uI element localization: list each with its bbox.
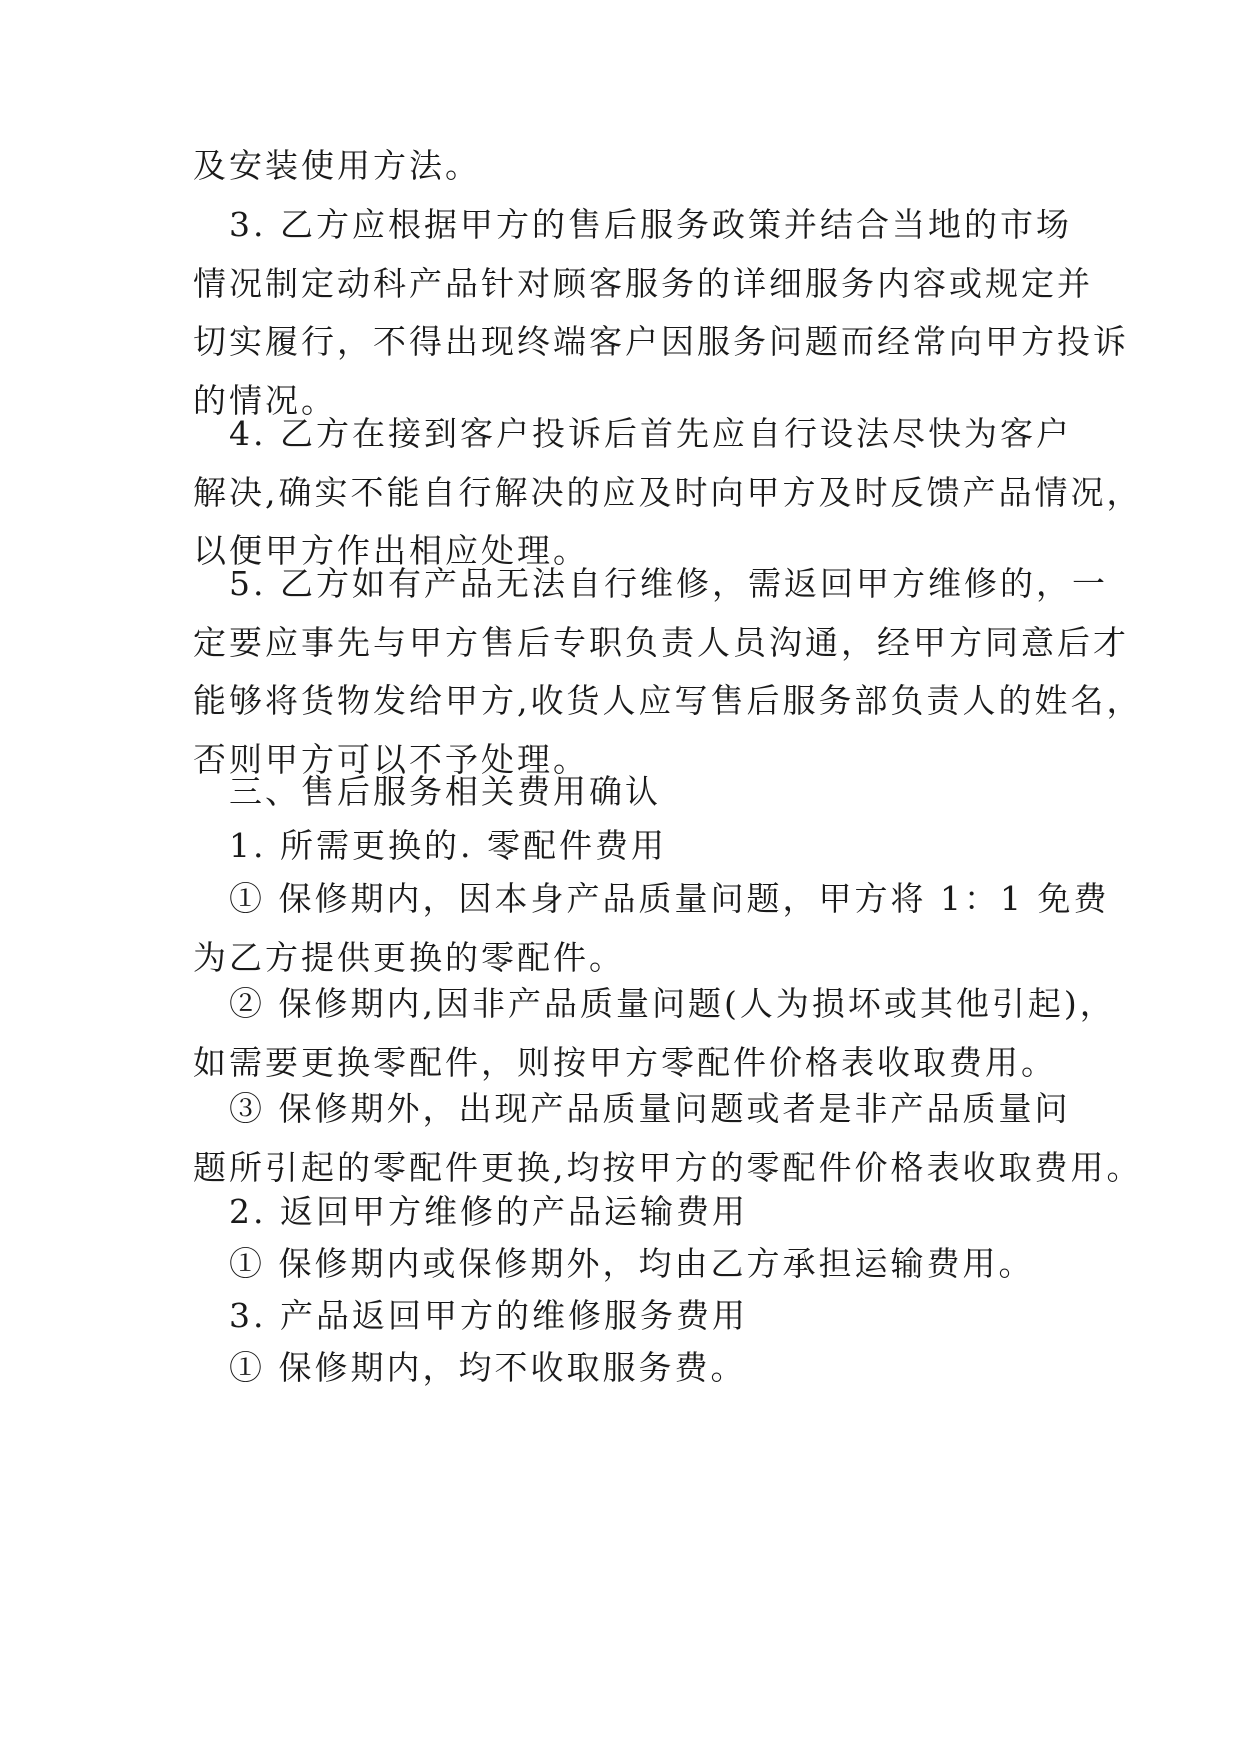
paragraph-line: ① 保修期内，因本身产品质量问题，甲方将 1：1 免费 <box>193 879 1110 918</box>
subheading-repair-service-fees <box>193 1287 1053 1346</box>
paragraph-line: 定要应事先与甲方售后专职负责人员沟通，经甲方同意后才 <box>193 622 1129 662</box>
paragraph-line: 4. 乙方在接到客户投诉后首先应自行设法尽快为客户 <box>193 414 1072 453</box>
paragraph-shipping-cost <box>193 1235 1053 1294</box>
paragraph-parts-out-of-warranty <box>193 1080 1143 1197</box>
paragraph-line: 三、售后服务相关费用确认 <box>193 772 661 811</box>
paragraph-line: 2. 返回甲方维修的产品运输费用 <box>193 1192 748 1231</box>
paragraph-line: 3. 产品返回甲方的维修服务费用 <box>193 1296 748 1335</box>
paragraph-line: ① 保修期内或保修期外，均由乙方承担运输费用。 <box>193 1244 1035 1283</box>
paragraph-line: 5. 乙方如有产品无法自行维修，需返回甲方维修的，一 <box>193 564 1108 603</box>
paragraph-line: 以便甲方作出相应处理。 <box>193 531 589 570</box>
paragraph-line: 3. 乙方应根据甲方的售后服务政策并结合当地的市场 <box>193 205 1072 244</box>
paragraph-line: 题所引起的零配件更换,均按甲方的零配件价格表收取费用。 <box>193 1147 1143 1187</box>
paragraph-line: 1. 所需更换的. 零配件费用 <box>193 826 667 865</box>
paragraph-item-5-returns <box>193 555 1143 789</box>
paragraph-line: ① 保修期内，均不收取服务费。 <box>193 1348 747 1387</box>
subheading-shipping-fees <box>193 1183 1053 1242</box>
paragraph-item-3-service-policy <box>193 196 1129 430</box>
paragraph-parts-warranty-charged <box>193 975 1116 1092</box>
paragraph-line: 的情况。 <box>193 380 337 420</box>
subheading-parts-fees <box>193 817 1053 876</box>
paragraph-install-usage <box>193 137 1053 196</box>
paragraph-line: 否则甲方可以不予处理。 <box>193 739 589 779</box>
paragraph-line: 及安装使用方法。 <box>193 146 481 185</box>
paragraph-line: 情况制定动科产品针对顾客服务的详细服务内容或规定并 <box>193 263 1093 303</box>
paragraph-parts-warranty-free <box>193 870 1110 987</box>
section-heading-fees <box>193 763 1053 822</box>
paragraph-line: 解决,确实不能自行解决的应及时向甲方及时反馈产品情况， <box>193 472 1143 512</box>
paragraph-line: ② 保修期内,因非产品质量问题(人为损坏或其他引起)， <box>193 984 1116 1023</box>
paragraph-line: 切实履行，不得出现终端客户因服务问题而经常向甲方投诉 <box>193 322 1129 361</box>
paragraph-line: 能够将货物发给甲方,收货人应写售后服务部负责人的姓名， <box>193 681 1143 720</box>
paragraph-line: 如需要更换零配件，则按甲方零配件价格表收取费用。 <box>193 1042 1057 1082</box>
paragraph-line: 为乙方提供更换的零配件。 <box>193 937 625 977</box>
paragraph-service-fee-waived <box>193 1339 1053 1398</box>
paragraph-line: ③ 保修期外，出现产品质量问题或者是非产品质量问 <box>193 1089 1071 1128</box>
